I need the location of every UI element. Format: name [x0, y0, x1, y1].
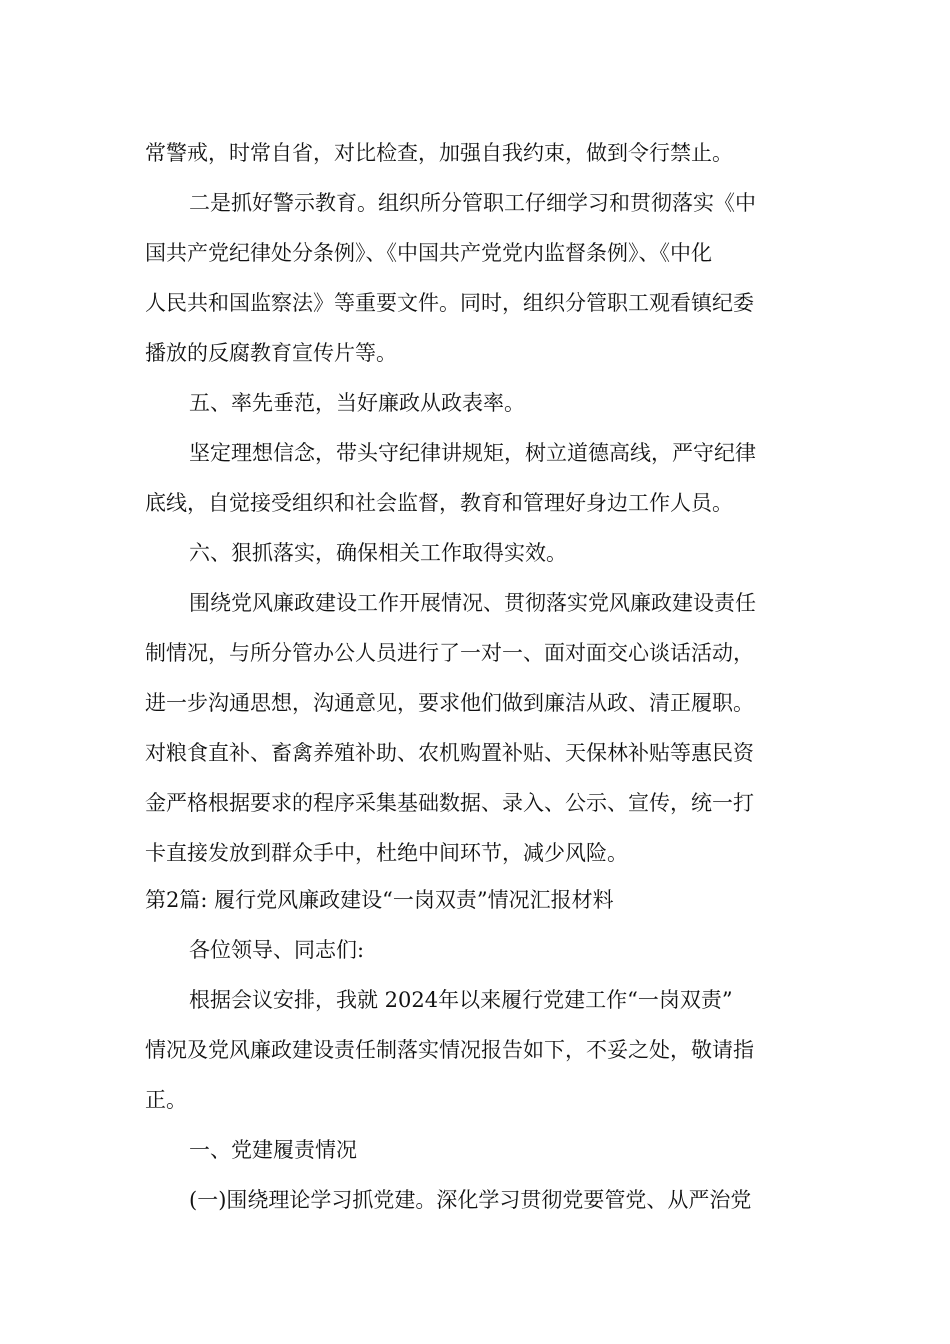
text-line: 常警戒，时常自省，对比检查，加强自我约束，做到令行禁止。: [145, 141, 733, 165]
section-heading: 五、率先垂范，当好廉政从政表率。: [189, 391, 525, 415]
text-line: 卡直接发放到群众手中，杜绝中间环节，减少风险。: [145, 841, 628, 865]
text-line: 情况及党风廉政建设责任制落实情况报告如下，不妥之处，敬请指: [145, 1038, 754, 1062]
section-heading: 一、党建履责情况: [189, 1138, 357, 1162]
article-title: 第2篇: 履行党风廉政建设“一岗双责”情况汇报材料: [145, 888, 614, 912]
text-line: 二是抓好警示教育。组织所分管职工仔细学习和贯彻落实《中: [189, 191, 756, 215]
text-line: 对粮食直补、畜禽养殖补助、农机购置补贴、天保林补贴等惠民资: [145, 741, 754, 765]
text-line: 金严格根据要求的程序采集基础数据、录入、公示、宣传，统一打: [145, 791, 754, 815]
section-heading: 六、狠抓落实，确保相关工作取得实效。: [189, 541, 567, 565]
text-line: 进一步沟通思想，沟通意见，要求他们做到廉洁从政、清正履职。: [145, 691, 754, 715]
text-line: 播放的反腐教育宣传片等。: [145, 341, 397, 365]
salutation: 各位领导、同志们:: [189, 938, 365, 962]
text-line: 坚定理想信念，带头守纪律讲规矩，树立道德高线，严守纪律: [189, 441, 756, 465]
text-line: 国共产党纪律处分条例》、《中国共产党党内监督条例》、《中化: [145, 241, 712, 265]
text-line: 人民共和国监察法》等重要文件。同时，组织分管职工观看镇纪委: [145, 291, 754, 315]
text-line: 围绕党风廉政建设工作开展情况、贯彻落实党风廉政建设责任: [189, 591, 756, 615]
text-line: 根据会议安排，我就 2024年以来履行党建工作“一岗双责”: [189, 988, 733, 1012]
text-line: 正。: [145, 1088, 187, 1112]
text-line: 制情况，与所分管办公人员进行了一对一、面对面交心谈话活动，: [145, 641, 754, 665]
text-line: (一)围绕理论学习抓党建。深化学习贯彻党要管党、从严治党: [189, 1188, 752, 1212]
text-line: 底线，自觉接受组织和社会监督，教育和管理好身边工作人员。: [145, 491, 733, 515]
